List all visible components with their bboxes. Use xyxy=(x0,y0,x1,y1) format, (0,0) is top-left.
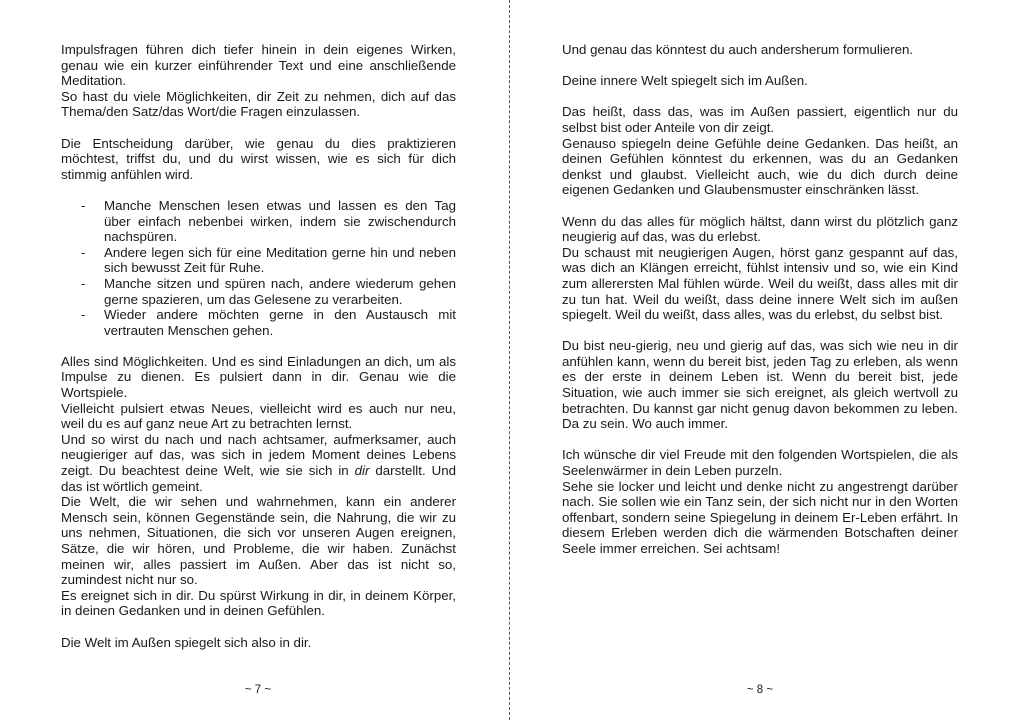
paragraph: Impulsfragen führen dich tiefer hinein in dein eigenes Wirken, genau wie ein kurzer einführender Text und eine anschließende Meditation. xyxy=(61,42,456,89)
list-item: - Manche Menschen lesen etwas und lassen es den Tag über einfach nebenbei wirken, indem sie zwischendurch nachspüren. xyxy=(81,198,456,245)
paragraph: Und so wirst du nach und nach achtsamer, aufmerksamer, auch neugieriger auf das, was sich in jedem Moment deines Lebens zeigt. Du beachtest deine Welt, wie sie sich in dir darstellt. Und das ist wörtlich gemeint. xyxy=(61,431,456,494)
emphasis: dir xyxy=(354,463,370,479)
paragraph: Die Welt im Außen spiegelt sich also in dir. xyxy=(61,634,312,650)
page-number: ~ 7 ~ xyxy=(244,684,272,696)
list-item: - Manche sitzen und spüren nach, andere wiederum gehen gerne spazieren, um das Gelesene zu verarbeiten. xyxy=(81,276,456,307)
paragraph: Vielleicht pulsiert etwas Neues, vielleicht wird es auch nur neu, weil du es auf ganz neue Art zu betrachten lernst. xyxy=(61,400,456,432)
page-number: ~ 8 ~ xyxy=(746,684,774,696)
paragraph: So hast du viele Möglichkeiten, dir Zeit zu nehmen, dich auf das Thema/den Satz/das Wort/die Fragen einzulassen. xyxy=(61,88,456,120)
paragraph: Wenn du das alles für möglich hältst, dann wirst du plötzlich ganz neugierig auf das, was du erlebst. xyxy=(562,213,958,245)
paragraph: Genauso spiegeln deine Gefühle deine Gedanken. Das heißt, an deinen Gefühlen könntest du erkennen, was du an Gedanken denkst und glaubst. Vielleicht auch, wie du dich durch deine eigenen Gedanken und Glaubensmuster einschränken lässt. xyxy=(562,135,958,198)
paragraph: Ich wünsche dir viel Freude mit den folgenden Wortspielen, die als Seelenwärmer in dein Leben purzeln. xyxy=(562,447,958,479)
paragraph: Du bist neu-gierig, neu und gierig auf das, was sich wie neu in dir anfühlen kann, wenn du bereit bist, jeden Tag zu erleben, als wenn es der erste in deinem Leben ist. Wenn du bereit bist, jede Situation, wie auch immer sie sich ereignet, als gleich wertvoll zu betrachten. Du kannst gar nicht genug davon bekommen zu leben. Da zu sein. Wo auch immer. xyxy=(562,338,958,432)
list-item: - Wieder andere möchten gerne in den Austausch mit vertrauten Menschen gehen. xyxy=(81,307,456,338)
paragraph: Du schaust mit neugierigen Augen, hörst ganz gespannt auf das, was dich an Klängen erreicht, fühlst intensiv und so, wie ein Kind zum allerersten Mal fühlen würde. Weil du weißt, dass alles mit dir zu tun hat. Weil du weißt, dass deine innere Welt sich im außen spiegelt. Weil du weißt, dass alles, was du erlebst, du selbst bist. xyxy=(562,244,958,323)
paragraph: Die Entscheidung darüber, wie genau du dies praktizieren möchtest, triffst du, und du wirst wissen, wie es sich für dich stimmig anfühlen wird. xyxy=(61,135,456,182)
list-item: - Andere legen sich für eine Meditation gerne hin und neben sich bewusst Zeit für Ruhe. xyxy=(81,245,456,276)
paragraph: Die Welt, die wir sehen und wahrnehmen, kann ein anderer Mensch sein, können Gegenstände sein, die Nahrung, die wir zu uns nehmen, Situationen, die sich vor unseren Augen ereignen, Sätze, die wir hören, und Probleme, die wir haben. Zunächst meinen wir, alles passiert im Außen. Aber das ist nicht so, zumindest nicht nur so. xyxy=(61,494,456,588)
right-page-text xyxy=(562,42,958,557)
paragraph: Es ereignet sich in dir. Du spürst Wirkung in dir, in deinem Körper, in deinen Gedanken und in deinen Gefühlen. xyxy=(61,587,456,619)
paragraph: Alles sind Möglichkeiten. Und es sind Einladungen an dich, um als Impulse zu dienen. Es pulsiert dann in dir. Genau wie die Wortspiele. xyxy=(61,353,456,401)
paragraph: Das heißt, dass das, was im Außen passiert, eigentlich nur du selbst bist oder Anteile von dir zeigt. xyxy=(562,104,958,135)
paragraph: Sehe sie locker und leicht und denke nicht zu angestrengt darüber nach. Sie sollen wie ein Tanz sein, der sich nicht nur in den Worten offenbart, sondern seine Spiegelung in deinem Er-Leben erfährt. In diesem Erleben werden dich die wärmenden Botschaften deiner Seele immer erreichen. Sei achtsam! xyxy=(562,478,958,556)
paragraph: Und genau das könntest du auch andersherum formulieren. xyxy=(562,42,914,57)
paragraph: Deine innere Welt spiegelt sich im Außen. xyxy=(562,73,808,89)
